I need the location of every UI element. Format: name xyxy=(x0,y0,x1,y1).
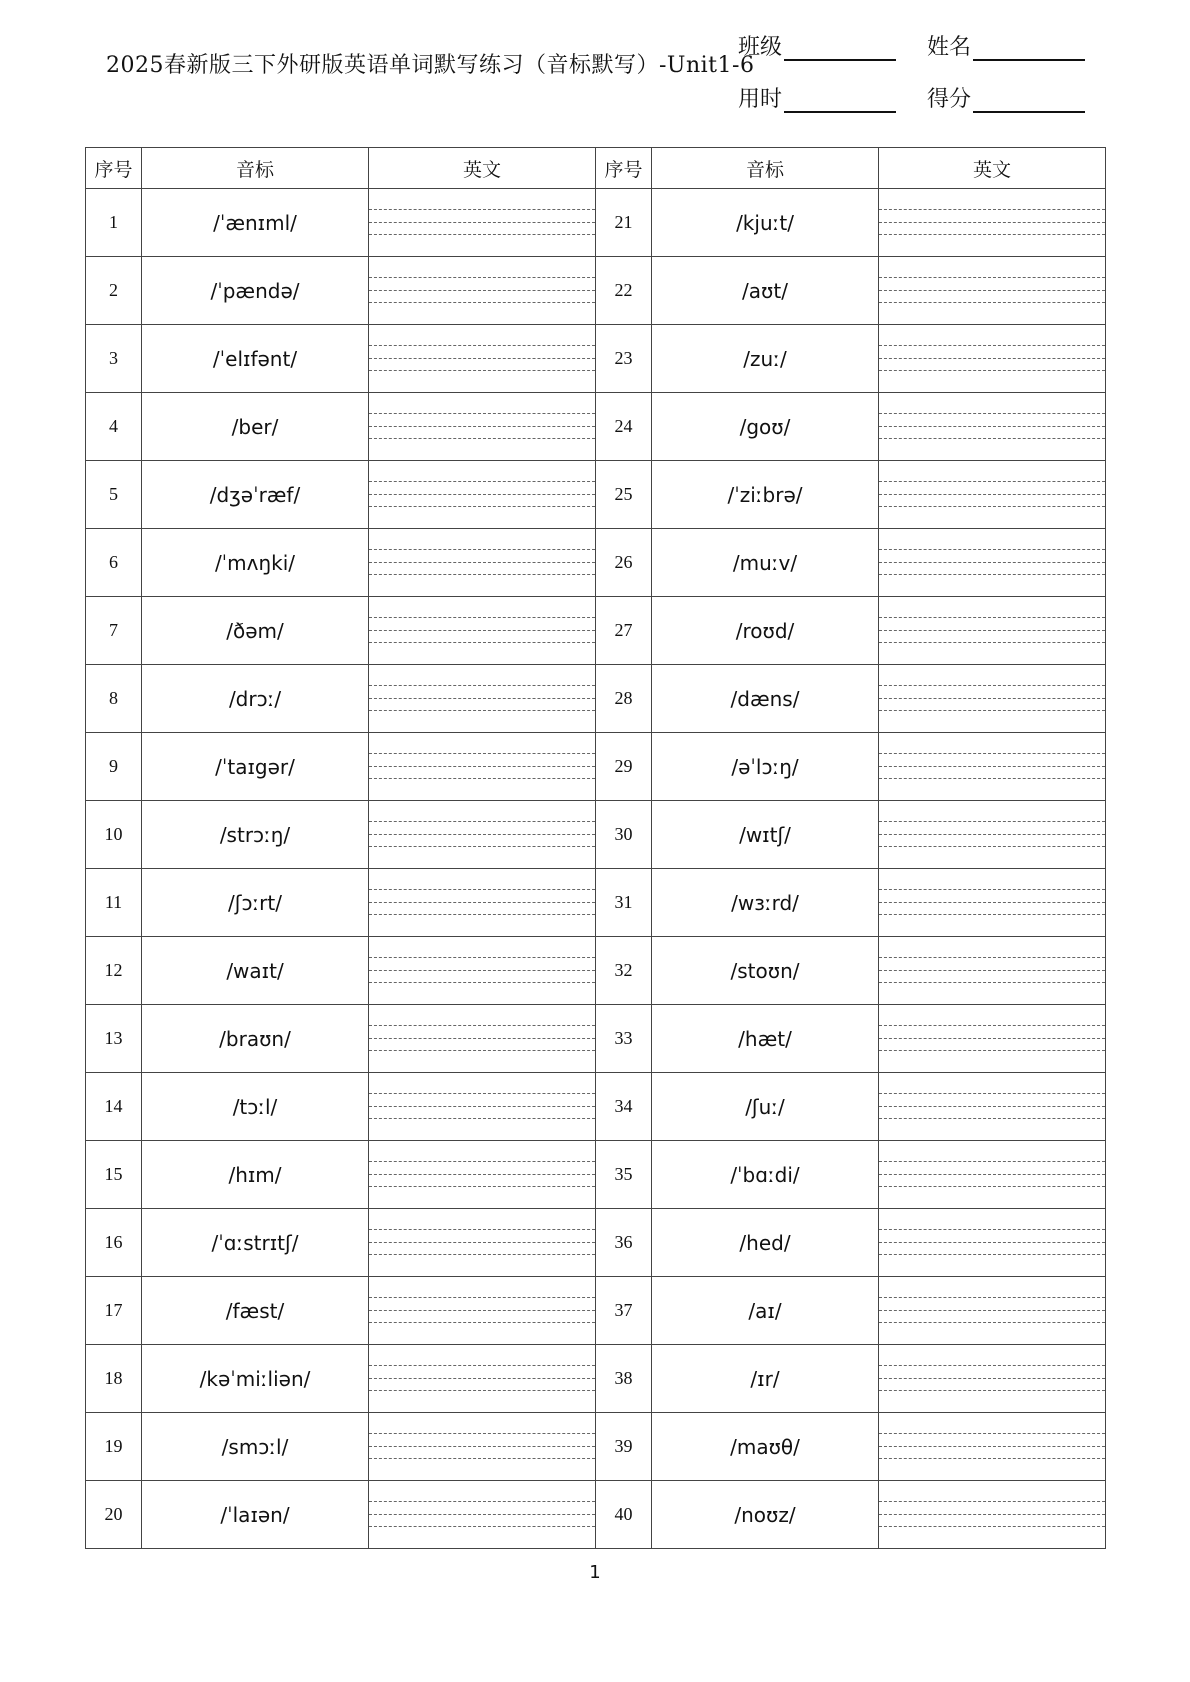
row-number-left: 20 xyxy=(86,1481,142,1549)
answer-cell-left[interactable] xyxy=(369,189,596,257)
writing-guide-line xyxy=(879,1322,1105,1323)
writing-guide-line xyxy=(369,846,595,847)
writing-guide-line xyxy=(369,1365,595,1366)
writing-guide-line xyxy=(879,345,1105,346)
phonetic-right: /əˈlɔːŋ/ xyxy=(652,733,879,801)
answer-cell-left[interactable] xyxy=(369,529,596,597)
phonetic-left: /kəˈmiːliən/ xyxy=(142,1345,369,1413)
table-row xyxy=(86,1345,1106,1413)
answer-cell-left[interactable] xyxy=(369,801,596,869)
writing-guide-line xyxy=(879,209,1105,210)
phonetic-right: /noʊz/ xyxy=(652,1481,879,1549)
writing-guide-line xyxy=(879,574,1105,575)
name-blank[interactable] xyxy=(973,39,1085,61)
writing-guide-line xyxy=(369,506,595,507)
table-header-row xyxy=(86,148,1106,189)
writing-guide-line xyxy=(369,1310,595,1311)
writing-guide-line xyxy=(369,277,595,278)
writing-guide-line xyxy=(879,1254,1105,1255)
row-number-left: 7 xyxy=(86,597,142,665)
row-number-left: 1 xyxy=(86,189,142,257)
phonetic-right: /aɪ/ xyxy=(652,1277,879,1345)
writing-guide-line xyxy=(879,1458,1105,1459)
writing-guide-line xyxy=(369,562,595,563)
phonetic-right: /ˈziːbrə/ xyxy=(652,461,879,529)
writing-guide-line xyxy=(879,302,1105,303)
writing-guide-line xyxy=(879,970,1105,971)
writing-guide-line xyxy=(369,1297,595,1298)
answer-cell-left[interactable] xyxy=(369,1277,596,1345)
writing-guide-line xyxy=(369,766,595,767)
writing-guide-line xyxy=(879,234,1105,235)
writing-guide-line xyxy=(879,957,1105,958)
answer-cell-right[interactable] xyxy=(879,869,1106,937)
row-number-right: 34 xyxy=(596,1073,652,1141)
writing-guide-line xyxy=(369,914,595,915)
row-number-right: 36 xyxy=(596,1209,652,1277)
answer-cell-left[interactable] xyxy=(369,597,596,665)
writing-guide-line xyxy=(369,1025,595,1026)
phonetic-right: /hæt/ xyxy=(652,1005,879,1073)
writing-guide-line xyxy=(879,1050,1105,1051)
name-label: 姓名 xyxy=(927,35,972,60)
writing-guide-line xyxy=(879,1297,1105,1298)
phonetic-left: /tɔːl/ xyxy=(142,1073,369,1141)
table-row xyxy=(86,1141,1106,1209)
answer-cell-right[interactable] xyxy=(879,257,1106,325)
writing-guide-line xyxy=(879,562,1105,563)
answer-cell-right[interactable] xyxy=(879,529,1106,597)
header-english-right: 英文 xyxy=(879,148,1106,189)
answer-cell-right[interactable] xyxy=(879,937,1106,1005)
page-title: 2025春新版三下外研版英语单词默写练习（音标默写）-Unit1-6 xyxy=(106,53,755,78)
phonetic-right: /muːv/ xyxy=(652,529,879,597)
writing-guide-line xyxy=(879,358,1105,359)
writing-guide-line xyxy=(879,1433,1105,1434)
row-number-left: 5 xyxy=(86,461,142,529)
phonetic-right: /goʊ/ xyxy=(652,393,879,461)
writing-guide-line xyxy=(369,957,595,958)
score-label: 得分 xyxy=(927,87,972,112)
class-field xyxy=(738,30,896,61)
writing-guide-line xyxy=(369,494,595,495)
table-row xyxy=(86,257,1106,325)
phonetic-left: /drɔː/ xyxy=(142,665,369,733)
writing-guide-line xyxy=(369,1093,595,1094)
answer-cell-left[interactable] xyxy=(369,325,596,393)
writing-guide-line xyxy=(369,834,595,835)
writing-guide-line xyxy=(879,753,1105,754)
row-number-right: 37 xyxy=(596,1277,652,1345)
writing-guide-line xyxy=(369,1229,595,1230)
table-row xyxy=(86,733,1106,801)
writing-guide-line xyxy=(369,982,595,983)
writing-guide-line xyxy=(369,1322,595,1323)
answer-cell-right[interactable] xyxy=(879,1209,1106,1277)
row-number-right: 27 xyxy=(596,597,652,665)
row-number-left: 10 xyxy=(86,801,142,869)
writing-guide-line xyxy=(369,753,595,754)
row-number-left: 4 xyxy=(86,393,142,461)
writing-guide-line xyxy=(369,642,595,643)
table-row xyxy=(86,393,1106,461)
answer-cell-left[interactable] xyxy=(369,1481,596,1549)
phonetic-left: /hɪm/ xyxy=(142,1141,369,1209)
writing-guide-line xyxy=(369,413,595,414)
table-row xyxy=(86,665,1106,733)
score-field xyxy=(927,82,1085,113)
writing-guide-line xyxy=(369,1433,595,1434)
answer-cell-left[interactable] xyxy=(369,257,596,325)
row-number-left: 12 xyxy=(86,937,142,1005)
writing-guide-line xyxy=(369,358,595,359)
row-number-right: 38 xyxy=(596,1345,652,1413)
phonetic-left: /ðəm/ xyxy=(142,597,369,665)
phonetic-left: /ˈelɪfənt/ xyxy=(142,325,369,393)
writing-guide-line xyxy=(369,1174,595,1175)
table-row xyxy=(86,1209,1106,1277)
writing-guide-line xyxy=(369,370,595,371)
writing-guide-line xyxy=(879,1501,1105,1502)
table-row xyxy=(86,801,1106,869)
writing-guide-line xyxy=(879,982,1105,983)
row-number-right: 39 xyxy=(596,1413,652,1481)
writing-guide-line xyxy=(369,1378,595,1379)
table-row xyxy=(86,597,1106,665)
writing-guide-line xyxy=(879,506,1105,507)
row-number-right: 22 xyxy=(596,257,652,325)
row-number-left: 16 xyxy=(86,1209,142,1277)
writing-guide-line xyxy=(879,494,1105,495)
answer-cell-right[interactable] xyxy=(879,801,1106,869)
writing-guide-line xyxy=(369,302,595,303)
phonetic-left: /ˈmʌŋki/ xyxy=(142,529,369,597)
writing-guide-line xyxy=(879,222,1105,223)
writing-guide-line xyxy=(879,617,1105,618)
answer-cell-right[interactable] xyxy=(879,733,1106,801)
row-number-right: 30 xyxy=(596,801,652,869)
writing-guide-line xyxy=(879,642,1105,643)
writing-guide-line xyxy=(879,1526,1105,1527)
row-number-left: 2 xyxy=(86,257,142,325)
writing-guide-line xyxy=(369,209,595,210)
answer-cell-right[interactable] xyxy=(879,1073,1106,1141)
answer-cell-left[interactable] xyxy=(369,869,596,937)
answer-cell-right[interactable] xyxy=(879,393,1106,461)
writing-guide-line xyxy=(369,821,595,822)
class-label: 班级 xyxy=(738,35,783,60)
row-number-right: 35 xyxy=(596,1141,652,1209)
row-number-left: 19 xyxy=(86,1413,142,1481)
writing-guide-line xyxy=(879,1186,1105,1187)
writing-guide-line xyxy=(369,1242,595,1243)
table-row xyxy=(86,1277,1106,1345)
writing-guide-line xyxy=(369,549,595,550)
phonetic-right: /stoʊn/ xyxy=(652,937,879,1005)
row-number-right: 26 xyxy=(596,529,652,597)
phonetic-right: /zuː/ xyxy=(652,325,879,393)
writing-guide-line xyxy=(879,834,1105,835)
answer-cell-left[interactable] xyxy=(369,393,596,461)
answer-cell-left[interactable] xyxy=(369,665,596,733)
table-row xyxy=(86,1005,1106,1073)
writing-guide-line xyxy=(369,1458,595,1459)
writing-guide-line xyxy=(879,1229,1105,1230)
writing-guide-line xyxy=(369,1446,595,1447)
writing-guide-line xyxy=(369,778,595,779)
phonetic-left: /waɪt/ xyxy=(142,937,369,1005)
answer-cell-right[interactable] xyxy=(879,189,1106,257)
writing-guide-line xyxy=(369,1106,595,1107)
writing-guide-line xyxy=(369,1390,595,1391)
writing-guide-line xyxy=(879,370,1105,371)
row-number-left: 6 xyxy=(86,529,142,597)
answer-cell-left[interactable] xyxy=(369,1141,596,1209)
phonetic-left: /ˈlaɪən/ xyxy=(142,1481,369,1549)
answer-cell-right[interactable] xyxy=(879,1345,1106,1413)
writing-guide-line xyxy=(369,1186,595,1187)
row-number-left: 3 xyxy=(86,325,142,393)
writing-guide-line xyxy=(879,1390,1105,1391)
writing-guide-line xyxy=(879,290,1105,291)
phonetic-left: /ˈænɪml/ xyxy=(142,189,369,257)
table-row xyxy=(86,937,1106,1005)
phonetic-left: /dʒəˈræf/ xyxy=(142,461,369,529)
row-number-left: 8 xyxy=(86,665,142,733)
header-english-left: 英文 xyxy=(369,148,596,189)
writing-guide-line xyxy=(879,1118,1105,1119)
row-number-left: 13 xyxy=(86,1005,142,1073)
score-blank[interactable] xyxy=(973,91,1085,113)
writing-guide-line xyxy=(879,698,1105,699)
phonetic-right: /wɜːrd/ xyxy=(652,869,879,937)
row-number-left: 14 xyxy=(86,1073,142,1141)
writing-guide-line xyxy=(879,413,1105,414)
answer-cell-right[interactable] xyxy=(879,1481,1106,1549)
writing-guide-line xyxy=(369,345,595,346)
writing-guide-line xyxy=(879,902,1105,903)
writing-guide-line xyxy=(369,970,595,971)
writing-guide-line xyxy=(369,1254,595,1255)
writing-guide-line xyxy=(369,438,595,439)
writing-guide-line xyxy=(879,549,1105,550)
time-blank[interactable] xyxy=(784,91,896,113)
writing-guide-line xyxy=(369,481,595,482)
answer-cell-right[interactable] xyxy=(879,1413,1106,1481)
phonetic-right: /roʊd/ xyxy=(652,597,879,665)
phonetic-left: /ˈpændə/ xyxy=(142,257,369,325)
phonetic-left: /ˈɑːstrɪtʃ/ xyxy=(142,1209,369,1277)
answer-cell-right[interactable] xyxy=(879,597,1106,665)
phonetic-left: /ʃɔːrt/ xyxy=(142,869,369,937)
row-number-left: 15 xyxy=(86,1141,142,1209)
row-number-right: 33 xyxy=(596,1005,652,1073)
writing-guide-line xyxy=(369,426,595,427)
answer-cell-left[interactable] xyxy=(369,1005,596,1073)
phonetic-right: /ɪr/ xyxy=(652,1345,879,1413)
answer-cell-right[interactable] xyxy=(879,325,1106,393)
writing-guide-line xyxy=(879,914,1105,915)
answer-cell-left[interactable] xyxy=(369,1345,596,1413)
phonetic-right: /kjuːt/ xyxy=(652,189,879,257)
writing-guide-line xyxy=(369,902,595,903)
writing-guide-line xyxy=(879,1514,1105,1515)
phonetic-right: /ˈbɑːdi/ xyxy=(652,1141,879,1209)
answer-cell-left[interactable] xyxy=(369,733,596,801)
row-number-right: 31 xyxy=(596,869,652,937)
answer-cell-right[interactable] xyxy=(879,1005,1106,1073)
row-number-right: 25 xyxy=(596,461,652,529)
writing-guide-line xyxy=(369,630,595,631)
phonetic-right: /ʃuː/ xyxy=(652,1073,879,1141)
phonetic-left: /smɔːl/ xyxy=(142,1413,369,1481)
row-number-right: 23 xyxy=(596,325,652,393)
writing-guide-line xyxy=(879,630,1105,631)
time-field xyxy=(738,82,896,113)
row-number-right: 29 xyxy=(596,733,652,801)
table-row xyxy=(86,189,1106,257)
table-row xyxy=(86,529,1106,597)
answer-cell-left[interactable] xyxy=(369,1413,596,1481)
header-number-right: 序号 xyxy=(596,148,652,189)
phonetic-left: /strɔːŋ/ xyxy=(142,801,369,869)
dictation-table xyxy=(85,147,1106,1549)
writing-guide-line xyxy=(369,1161,595,1162)
table-row xyxy=(86,1481,1106,1549)
phonetic-left: /ˈtaɪgər/ xyxy=(142,733,369,801)
row-number-left: 18 xyxy=(86,1345,142,1413)
writing-guide-line xyxy=(879,1093,1105,1094)
row-number-right: 40 xyxy=(596,1481,652,1549)
writing-guide-line xyxy=(369,1118,595,1119)
writing-guide-line xyxy=(369,222,595,223)
writing-guide-line xyxy=(879,889,1105,890)
table-row xyxy=(86,461,1106,529)
name-field xyxy=(927,30,1085,61)
writing-guide-line xyxy=(879,846,1105,847)
row-number-left: 11 xyxy=(86,869,142,937)
table-row xyxy=(86,1073,1106,1141)
header-phonetic-right: 音标 xyxy=(652,148,879,189)
writing-guide-line xyxy=(369,290,595,291)
answer-cell-right[interactable] xyxy=(879,665,1106,733)
phonetic-right: /wɪtʃ/ xyxy=(652,801,879,869)
row-number-right: 24 xyxy=(596,393,652,461)
writing-guide-line xyxy=(369,1050,595,1051)
writing-guide-line xyxy=(369,889,595,890)
row-number-right: 28 xyxy=(596,665,652,733)
table-row xyxy=(86,325,1106,393)
answer-cell-left[interactable] xyxy=(369,1073,596,1141)
page-number: 1 xyxy=(589,1562,601,1583)
writing-guide-line xyxy=(879,1446,1105,1447)
writing-guide-line xyxy=(879,821,1105,822)
phonetic-left: /braʊn/ xyxy=(142,1005,369,1073)
writing-guide-line xyxy=(369,685,595,686)
row-number-right: 21 xyxy=(596,189,652,257)
phonetic-right: /maʊθ/ xyxy=(652,1413,879,1481)
writing-guide-line xyxy=(369,1038,595,1039)
writing-guide-line xyxy=(369,234,595,235)
writing-guide-line xyxy=(369,1514,595,1515)
answer-cell-left[interactable] xyxy=(369,461,596,529)
writing-guide-line xyxy=(879,1174,1105,1175)
header-phonetic-left: 音标 xyxy=(142,148,369,189)
time-label: 用时 xyxy=(738,87,783,112)
writing-guide-line xyxy=(369,1501,595,1502)
header-number-left: 序号 xyxy=(86,148,142,189)
writing-guide-line xyxy=(879,438,1105,439)
phonetic-right: /aʊt/ xyxy=(652,257,879,325)
answer-cell-right[interactable] xyxy=(879,1277,1106,1345)
table-row xyxy=(86,869,1106,937)
writing-guide-line xyxy=(879,778,1105,779)
writing-guide-line xyxy=(879,481,1105,482)
row-number-right: 32 xyxy=(596,937,652,1005)
writing-guide-line xyxy=(879,766,1105,767)
phonetic-left: /fæst/ xyxy=(142,1277,369,1345)
writing-guide-line xyxy=(879,277,1105,278)
writing-guide-line xyxy=(879,1106,1105,1107)
table-row xyxy=(86,1413,1106,1481)
row-number-left: 9 xyxy=(86,733,142,801)
writing-guide-line xyxy=(369,1526,595,1527)
writing-guide-line xyxy=(879,1038,1105,1039)
class-blank[interactable] xyxy=(784,39,896,61)
writing-guide-line xyxy=(879,710,1105,711)
writing-guide-line xyxy=(879,1161,1105,1162)
writing-guide-line xyxy=(879,1365,1105,1366)
writing-guide-line xyxy=(369,710,595,711)
writing-guide-line xyxy=(369,698,595,699)
writing-guide-line xyxy=(879,1310,1105,1311)
answer-cell-right[interactable] xyxy=(879,461,1106,529)
writing-guide-line xyxy=(369,574,595,575)
phonetic-left: /ber/ xyxy=(142,393,369,461)
writing-guide-line xyxy=(879,685,1105,686)
answer-cell-left[interactable] xyxy=(369,937,596,1005)
row-number-left: 17 xyxy=(86,1277,142,1345)
phonetic-right: /dæns/ xyxy=(652,665,879,733)
answer-cell-right[interactable] xyxy=(879,1141,1106,1209)
writing-guide-line xyxy=(879,1025,1105,1026)
writing-guide-line xyxy=(369,617,595,618)
writing-guide-line xyxy=(879,1378,1105,1379)
answer-cell-left[interactable] xyxy=(369,1209,596,1277)
writing-guide-line xyxy=(879,1242,1105,1243)
writing-guide-line xyxy=(879,426,1105,427)
phonetic-right: /hed/ xyxy=(652,1209,879,1277)
